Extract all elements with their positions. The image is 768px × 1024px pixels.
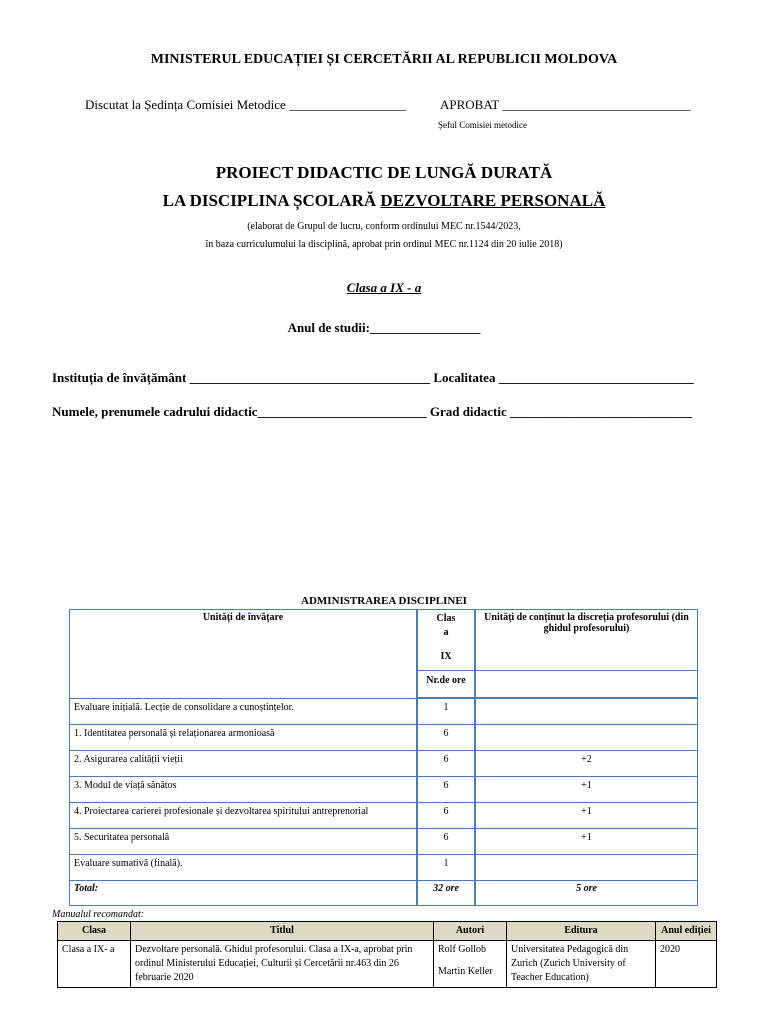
total-hours: 32 ore	[417, 881, 475, 906]
header-discretie: Unități de conținut la discreția profesorului (din ghidul profesorului)	[475, 610, 698, 671]
header-clasa	[417, 610, 475, 671]
header-clasa-line: IX	[440, 651, 452, 662]
hours-cell: 6	[417, 803, 475, 829]
table-row	[70, 855, 698, 881]
manual-header-editura: Editura	[507, 922, 656, 941]
subject-name: DEZVOLTARE PERSONALĂ	[380, 191, 606, 210]
table-row	[70, 698, 698, 725]
unit-cell: Evaluare sumativă (finală).	[70, 855, 418, 881]
author-spacer	[438, 957, 502, 965]
header-clasa-line: a	[443, 627, 449, 638]
unit-cell: 1. Identitatea personală și relaționarea armonioasă	[70, 725, 418, 751]
manual-autor: Rolf Gollob	[438, 944, 487, 955]
teacher-field: Numele, prenumele cadrului didactic__________________________ Grad didactic ____________________________	[52, 404, 692, 419]
manual-titlul: Dezvoltare personală. Ghidul profesorului. Clasa a IX-a, aprobat prin ordinul Ministerului Educației, Culturii și Cercetării nr.463 din 26 februarie 2020	[131, 941, 434, 988]
unit-cell: 2. Asigurarea calității vieții	[70, 751, 418, 777]
discretie-cell: +1	[475, 777, 698, 803]
table-row	[70, 777, 698, 803]
unit-cell: 3. Modul de viață sănătos	[70, 777, 418, 803]
manual-autori	[434, 941, 507, 988]
hours-cell: 6	[417, 725, 475, 751]
hours-cell: 1	[417, 698, 475, 725]
manual-anul: 2020	[656, 941, 717, 988]
aprobat-line: APROBAT _____________________________	[440, 97, 691, 112]
administrare-table	[69, 609, 698, 906]
discretie-cell	[475, 698, 698, 725]
table-header-row	[70, 610, 698, 671]
unit-cell: 4. Proiectarea carierei profesionale și dezvoltarea spiritului antreprenorial	[70, 803, 418, 829]
header-unitati: Unități de învățare	[70, 610, 418, 699]
discretie-cell: +1	[475, 829, 698, 855]
table-row	[70, 751, 698, 777]
manual-header-autori: Autori	[434, 922, 507, 941]
header-empty	[475, 671, 698, 699]
manual-label: Manualul recomandat:	[52, 909, 145, 920]
total-discretie: 5 ore	[475, 881, 698, 906]
school-year-field: Anul de studii:_________________	[287, 320, 481, 335]
unit-cell: Evaluare inițială. Lecție de consolidare a cunoștințelor.	[70, 698, 418, 725]
discutat-line: Discutat la Ședința Comisiei Metodice __________________	[85, 97, 406, 112]
elaborat-note: (elaborat de Grupul de lucru, conform ordinului MEC nr.1544/2023,	[247, 221, 521, 232]
document-title: PROIECT DIDACTIC DE LUNGĂ DURATĂ	[215, 163, 553, 182]
manual-clasa: Clasa a IX- a	[58, 941, 131, 988]
document-subtitle	[0, 191, 768, 211]
header-clasa-line: Clas	[436, 613, 456, 624]
sef-comisie-label: Șeful Comisiei metodice	[438, 120, 527, 130]
table-row	[70, 725, 698, 751]
manual-table	[57, 921, 717, 988]
hours-cell: 1	[417, 855, 475, 881]
manual-editura: Universitatea Pedagogică din Zurich (Zurich University of Teacher Education)	[507, 941, 656, 988]
discretie-cell: +2	[475, 751, 698, 777]
ministry-heading: MINISTERUL EDUCAȚIEI ȘI CERCETĂRII AL REPUBLICII MOLDOVA	[150, 52, 618, 67]
manual-header-titlul: Titlul	[131, 922, 434, 941]
total-label: Total:	[70, 881, 418, 906]
table-row	[70, 803, 698, 829]
hours-cell: 6	[417, 751, 475, 777]
institution-field: Instituția de învățământ _____________________________________ Localitatea ______________________________	[52, 370, 694, 385]
class-label: Clasa a IX - a	[346, 280, 422, 295]
total-row	[70, 881, 698, 906]
subtitle-prefix: LA DISCIPLINA ȘCOLARĂ	[162, 191, 381, 210]
discretie-cell	[475, 725, 698, 751]
manual-row	[58, 941, 717, 988]
manual-header-row	[58, 922, 717, 941]
hours-cell: 6	[417, 777, 475, 803]
unit-cell: 5. Securitatea personală	[70, 829, 418, 855]
hours-cell: 6	[417, 829, 475, 855]
table-row	[70, 829, 698, 855]
discretie-cell	[475, 855, 698, 881]
discretie-cell: +1	[475, 803, 698, 829]
manual-header-anul: Anul ediției	[656, 922, 717, 941]
header-nr-ore: Nr.de ore	[417, 671, 475, 699]
curriculum-note: în baza curriculumului la disciplină, aprobat prin ordinul MEC nr.1124 din 20 iulie 2018)	[205, 239, 563, 250]
administrare-title: ADMINISTRAREA DISCIPLINEI	[301, 595, 467, 607]
manual-header-clasa: Clasa	[58, 922, 131, 941]
manual-autor: Martin Keller	[438, 966, 493, 977]
header-clasa-line	[422, 640, 470, 650]
